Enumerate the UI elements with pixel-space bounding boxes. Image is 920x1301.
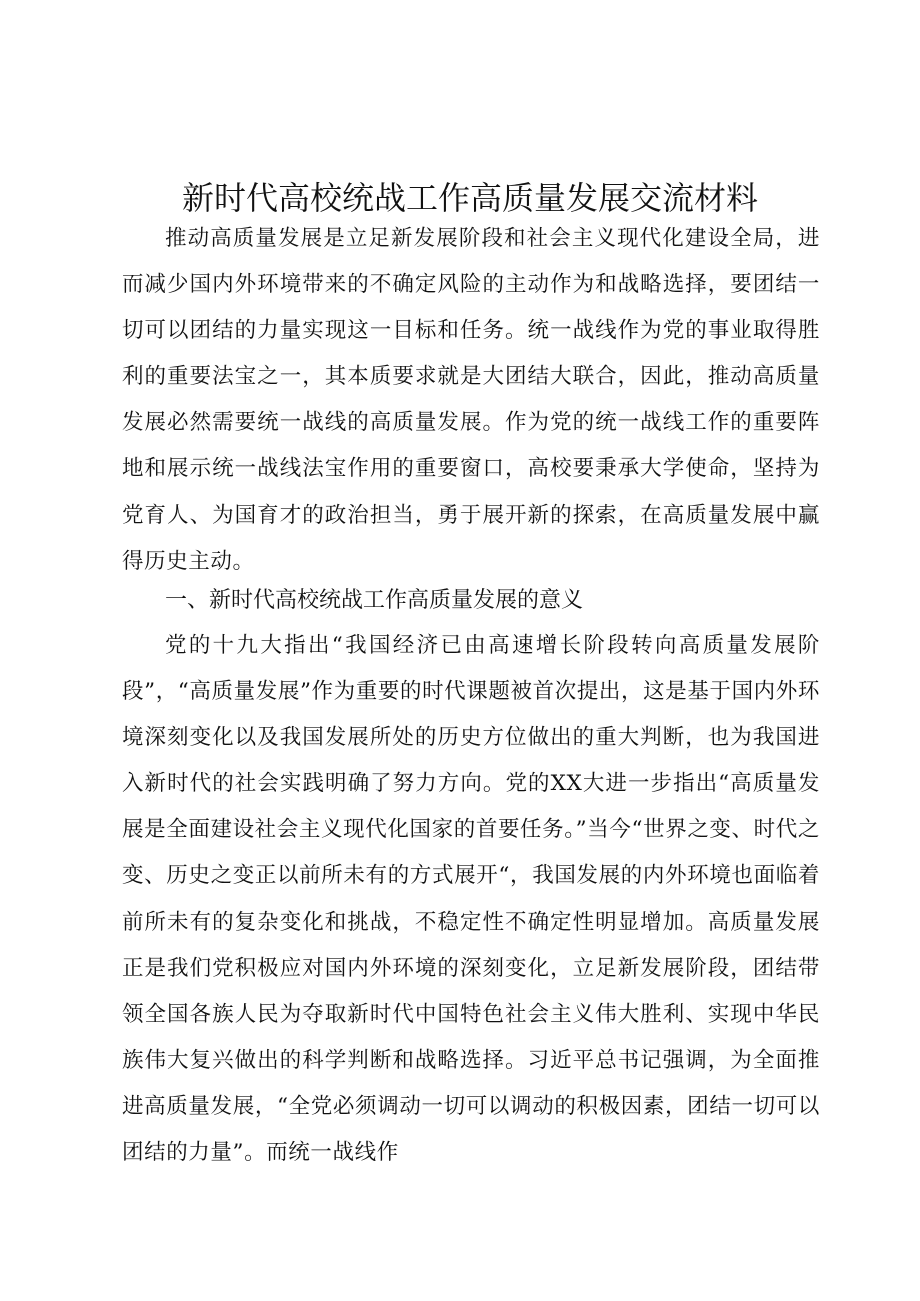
paragraph-significance: 党的十九大指出“我国经济已由高速增长阶段转向高质量发展阶段”，“高质量发展”作为重要的时代课题被首次提出，这是基于国内外环境深刻变化以及我国发展所处的历史方位做出的重大判断，也为我国进入新时代的社会实践明确了努力方向。党的XX大进一步指出“高质量发展是全面建设社会主义现代化国家的首要任务。”当今“世界之变、时代之变、历史之变正以前所未有的方式展开“，我国发展的内外环境也面临着前所未有的复杂变化和挑战，不稳定性不确定性明显增加。高质量发展正是我们党积极应对国内外环境的深刻变化，立足新发展阶段，团结带领全国各族人民为夺取新时代中国特色社会主义伟大胜利、实现中华民族伟大复兴做出的科学判断和战略选择。习近平总书记强调，为全面推进高质量发展，“全党必须调动一切可以调动的积极因素，团结一切可以团结的力量”。而统一战线作 — [122, 633, 820, 1166]
section-heading-1: 一、新时代高校统战工作高质量发展的意义 — [165, 588, 584, 613]
paragraph-intro: 推动高质量发展是立足新发展阶段和社会主义现代化建设全局，进而减少国内外环境带来的不确定风险的主动作为和战略选择，要团结一切可以团结的力量实现这一目标和任务。统一战线作为党的事业取得胜利的重要法宝之一，其本质要求就是大团结大联合，因此，推动高质量发展必然需要统一战线的高质量发展。作为党的统一战线工作的重要阵地和展示统一战线法宝作用的重要窗口，高校要秉承大学使命，坚持为党育人、为国育才的政治担当，勇于展开新的探索，在高质量发展中赢得历史主动。 — [122, 226, 820, 574]
document-title: 新时代高校统战工作高质量发展交流材料 — [181, 179, 758, 217]
